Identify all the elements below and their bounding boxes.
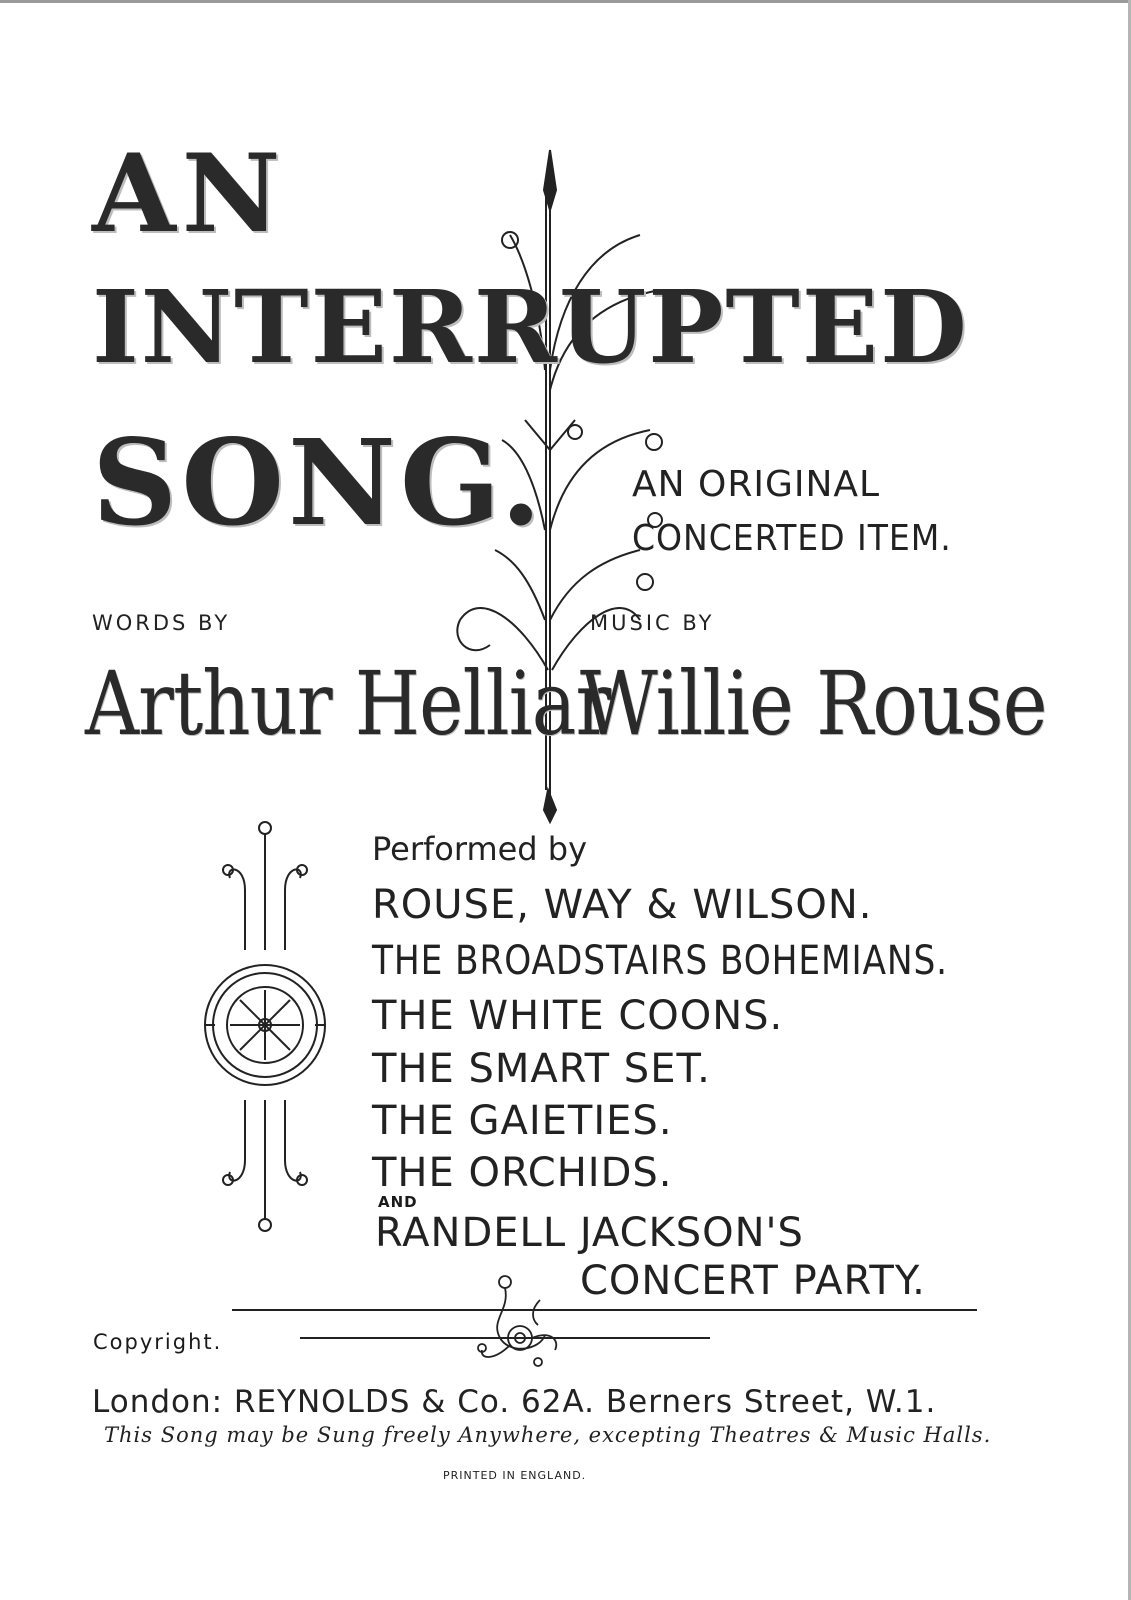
copyright-label: Copyright. <box>93 1330 223 1354</box>
performance-notice: This Song may be Sung freely Anywhere, excepting Theatres & Music Halls. <box>104 1423 992 1447</box>
printed-in-label: PRINTED IN ENGLAND. <box>443 1469 587 1482</box>
page-edge-top <box>0 0 1131 3</box>
performed-by-label: Performed by <box>372 830 588 868</box>
performer-item: THE BROADSTAIRS BOHEMIANS. <box>372 938 948 984</box>
composer-name: Willie Rouse <box>580 652 1047 755</box>
music-by-label: MUSIC BY <box>590 611 715 635</box>
performer-item: THE ORCHIDS. <box>372 1150 673 1196</box>
subtitle-line-2: CONCERTED ITEM. <box>632 518 952 559</box>
title-line-1: AN <box>92 131 287 257</box>
title-line-3: SONG. <box>92 413 546 552</box>
divider-rule-upper <box>232 1309 977 1311</box>
words-by-label: WORDS BY <box>92 611 231 635</box>
performer-item: THE GAIETIES. <box>372 1098 673 1144</box>
lyricist-name: Arthur Helliar <box>85 652 611 755</box>
footer-floral-ornament <box>470 1270 580 1370</box>
performer-final-line-2: CONCERT PARTY. <box>580 1258 926 1304</box>
performer-item: THE SMART SET. <box>372 1046 711 1092</box>
publisher-line: London: REYNOLDS & Co. 62A. Berners Street, W.1. <box>92 1384 937 1420</box>
performer-item: THE WHITE COONS. <box>372 993 784 1039</box>
performer-item: ROUSE, WAY & WILSON. <box>372 882 873 928</box>
subtitle-line-1: AN ORIGINAL <box>632 464 881 505</box>
side-wheel-ornament <box>210 820 340 1240</box>
and-label: AND <box>378 1193 418 1211</box>
title-line-2: INTERRUPTED <box>92 268 969 386</box>
performer-final-line-1: RANDELL JACKSON'S <box>375 1210 804 1256</box>
